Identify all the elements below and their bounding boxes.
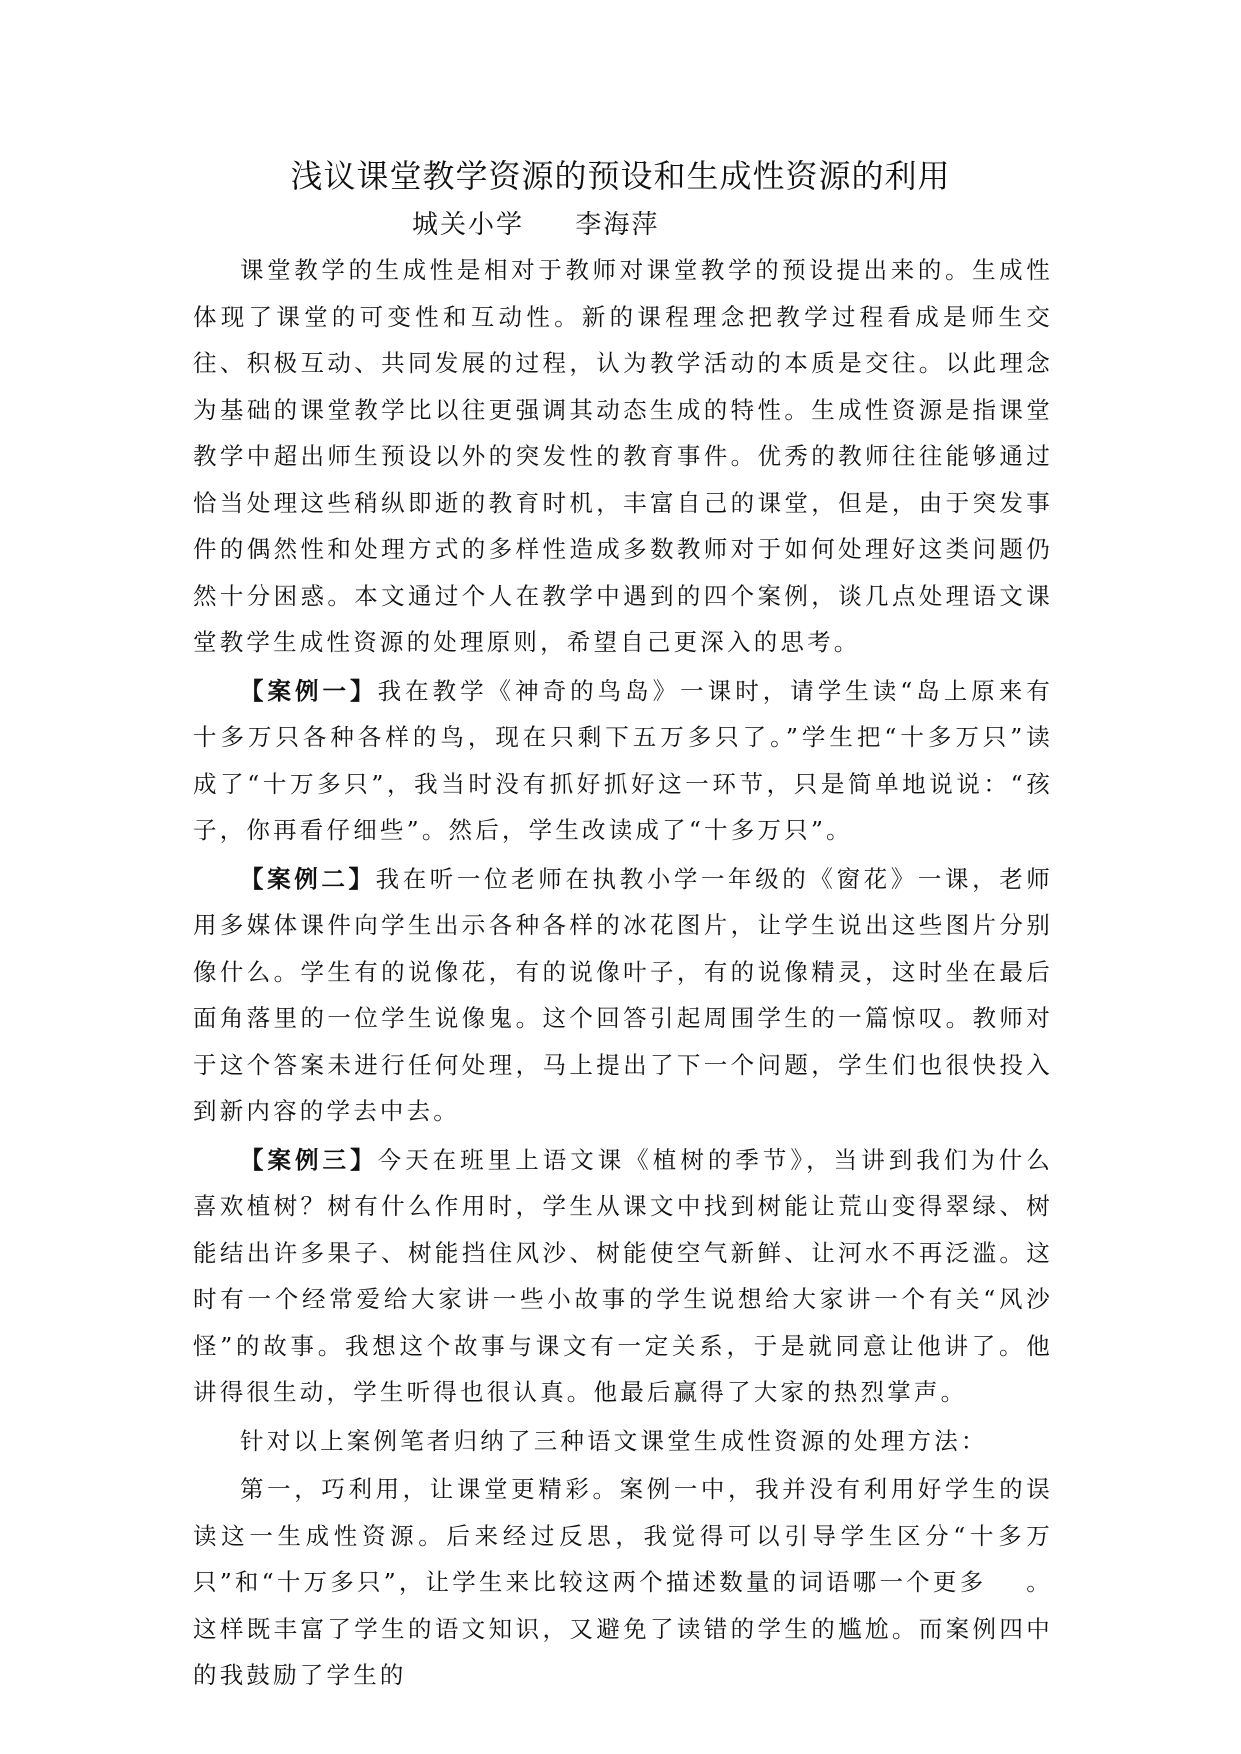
- paragraph-method-1: [193, 1466, 1053, 1699]
- paragraph-summary-intro: [193, 1418, 1053, 1465]
- paragraph-case-3: [193, 1137, 1053, 1416]
- case-label: 【案例一】: [240, 676, 378, 705]
- document-body: [193, 247, 1053, 1699]
- paragraph-text-part1: 第一，巧利用，让课堂更精彩。案例一中，我并没有利用好学生的误读这一生成性资源。后来经过反思，我觉得可以引导学生区分“十多万只”和“十万多只”，让学生来比较这两个描述数量的词语哪一个更多: [193, 1475, 1053, 1596]
- paragraph-text: 今天在班里上语文课《植树的季节》，当讲到我们为什么喜欢植树？树有什么作用时，学生从课文中找到树能让荒山变得翠绿、树能结出许多果子、树能挡住风沙、树能使空气新鲜、让河水不再泛滥。这时有一个经常爱给大家讲一些小故事的学生说想给大家讲一个有关“风沙怪”的故事。我想这个故事与课文有一定关系，于是就同意让他讲了。他讲得很生动，学生听得也很认真。他最后赢得了大家的热烈掌声。: [193, 1145, 1054, 1406]
- paragraph-case-1: [193, 668, 1053, 854]
- paragraph-text-part2: 。这样既丰富了学生的语文知识，又避免了读错的学生的尴尬。而案例四中的我鼓励了学生的: [193, 1568, 1053, 1689]
- paragraph-text: 针对以上案例笔者归纳了三种语文课堂生成性资源的处理方法：: [240, 1426, 988, 1455]
- paragraph-case-2: [193, 856, 1053, 1135]
- paragraph-intro: [193, 247, 1053, 666]
- paragraph-text: 我在听一位老师在执教小学一年级的《窗花》一课，老师用多媒体课件向学生出示各种各样的冰花图片，让学生说出这些图片分别像什么。学生有的说像花，有的说像叶子，有的说像精灵，这时坐在最后面角落里的一位学生说像鬼。这个回答引起周围学生的一篇惊叹。教师对于这个答案未进行任何处理，马上提出了下一个问题，学生们也很快投入到新内容的学去中去。: [193, 864, 1054, 1125]
- case-label: 【案例三】: [240, 1145, 378, 1174]
- paragraph-text: 课堂教学的生成性是相对于教师对课堂教学的预设提出来的。生成性体现了课堂的可变性和互动性。新的课程理念把教学过程看成是师生交往、积极互动、共同发展的过程，认为教学活动的本质是交往。以此理念为基础的课堂教学比以往更强调其动态生成的特性。生成性资源是指课堂教学中超出师生预设以外的突发性的教育事件。优秀的教师往往能够通过恰当处理这些稍纵即逝的教育时机，丰富自己的课堂，但是，由于突发事件的偶然性和处理方式的多样性造成多数教师对于如何处理好这类问题仍然十分困惑。本文通过个人在教学中遇到的四个案例，谈几点处理语文课堂教学生成性资源的处理原则，希望自己更深入的思考。: [193, 256, 1053, 656]
- case-label: 【案例二】: [240, 864, 376, 893]
- author-line: 城关小学 李海萍: [412, 210, 660, 240]
- paragraph-text: 我在教学《神奇的鸟岛》一课时，请学生读“岛上原来有十多万只各种各样的鸟，现在只剩下五万多只了。”学生把“十多万只”读成了“十万多只”，我当时没有抓好抓好这一环节，只是简单地说说：“孩子，你再看仔细些”。然后，学生改读成了“十多万只”。: [193, 676, 1054, 844]
- document-title: 浅议课堂教学资源的预设和生成性资源的利用: [290, 157, 951, 195]
